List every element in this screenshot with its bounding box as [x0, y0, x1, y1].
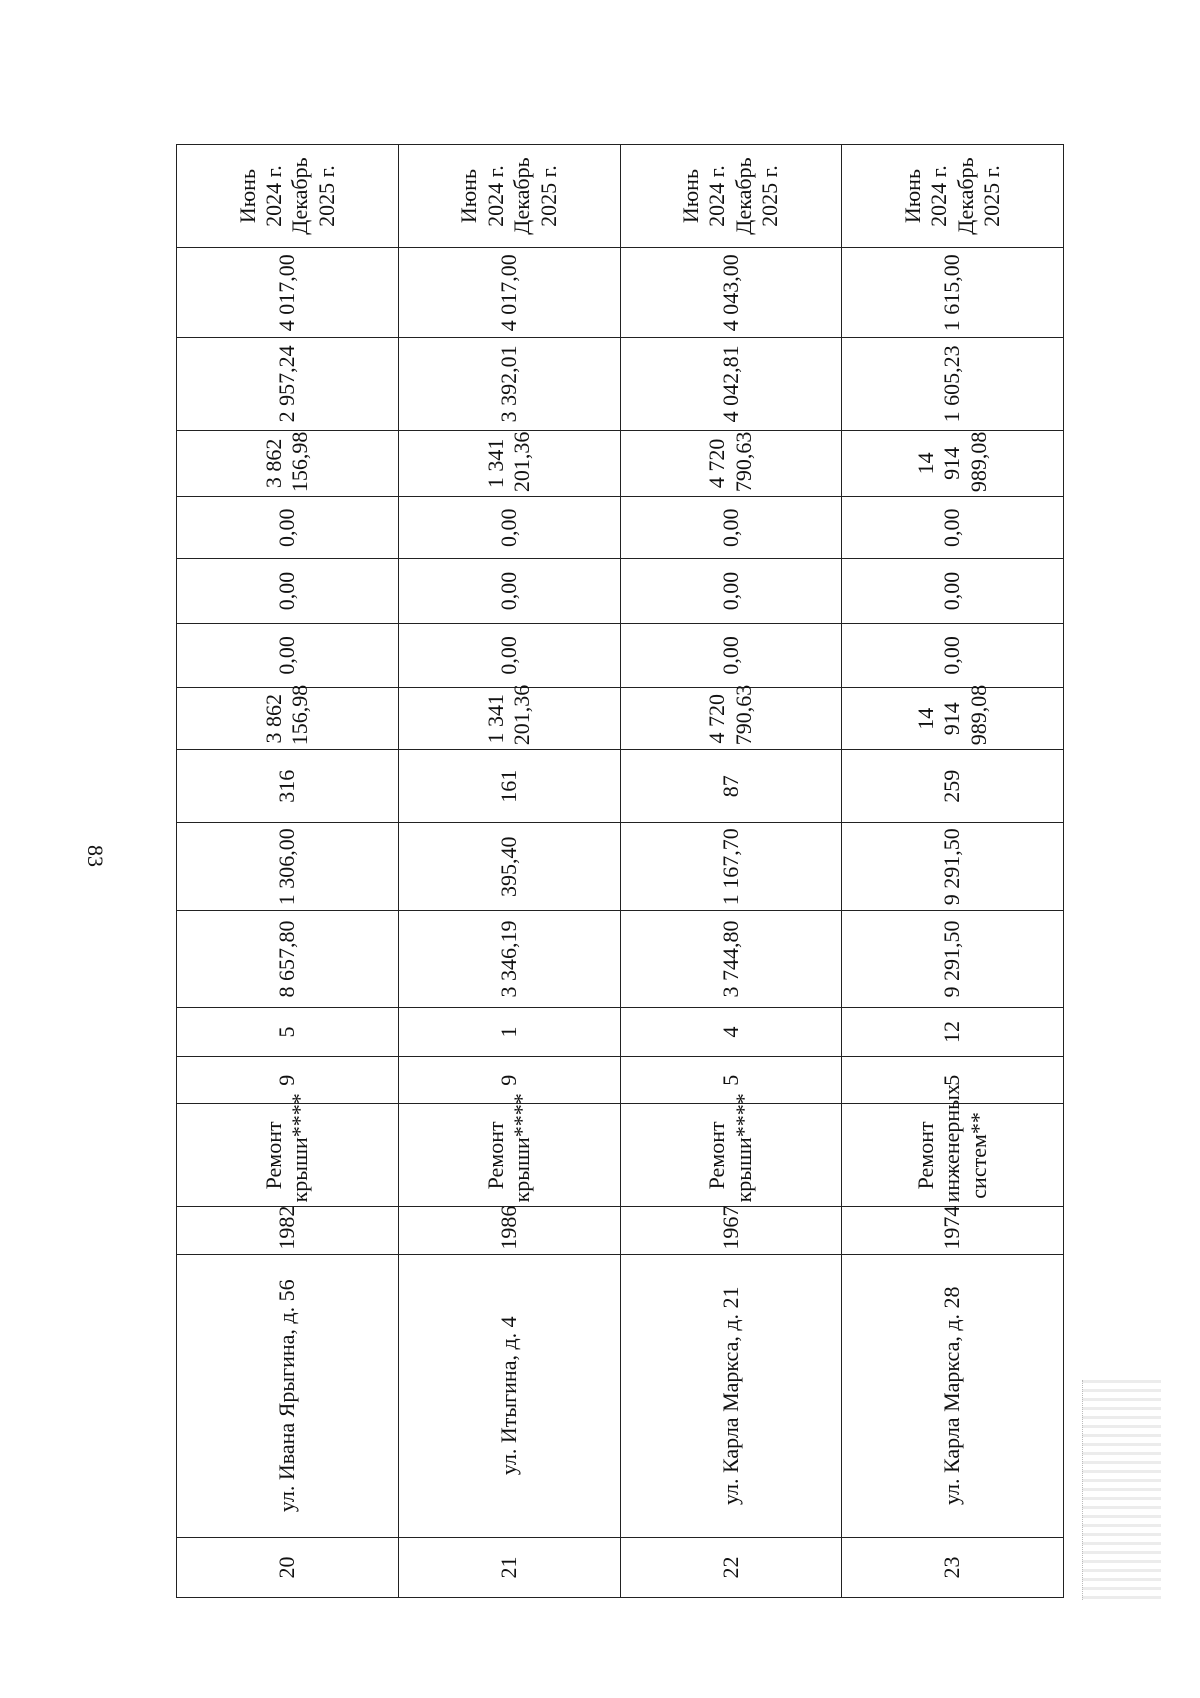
cell-c1: 5	[620, 1057, 842, 1104]
cell-c3: 3 744,80	[620, 911, 842, 1008]
cell-c8: 0,00	[842, 559, 1064, 623]
cell-c7: 0,00	[398, 623, 620, 687]
cell-c9: 0,00	[177, 497, 399, 559]
cell-year: 1974	[842, 1207, 1064, 1254]
cell-c5: 161	[398, 750, 620, 823]
cell-address: ул. Карла Маркса, д. 28	[842, 1254, 1064, 1537]
cell-c5: 316	[177, 750, 399, 823]
table-row	[177, 145, 399, 1598]
rotated-table-container	[176, 144, 1064, 1598]
cell-num: 22	[620, 1537, 842, 1597]
cell-c11: 4 042,81	[620, 338, 842, 430]
cell-c6: 4 720 790,63	[620, 688, 842, 750]
cell-c12: 4 017,00	[398, 248, 620, 338]
cell-c6: 14 914 989,08	[842, 688, 1064, 750]
cell-c9: 0,00	[620, 497, 842, 559]
cell-c10: 14 914 989,08	[842, 430, 1064, 497]
cell-c2: 1	[398, 1007, 620, 1056]
cell-c2: 4	[620, 1007, 842, 1056]
cell-c4: 9 291,50	[842, 823, 1064, 911]
cell-c4: 1 306,00	[177, 823, 399, 911]
cell-c3: 8 657,80	[177, 911, 399, 1008]
cell-c5: 87	[620, 750, 842, 823]
cell-c3: 9 291,50	[842, 911, 1064, 1008]
cell-c8: 0,00	[177, 559, 399, 623]
cell-c11: 1 605,23	[842, 338, 1064, 430]
cell-num: 21	[398, 1537, 620, 1597]
cell-c7: 0,00	[620, 623, 842, 687]
cell-address: ул. Ивана Ярыгина, д. 56	[177, 1254, 399, 1537]
scan-artifact	[1082, 1380, 1161, 1600]
cell-c1: 9	[398, 1057, 620, 1104]
cell-c5: 259	[842, 750, 1064, 823]
cell-c9: 0,00	[398, 497, 620, 559]
table-body	[177, 145, 1064, 1598]
cell-c6: 3 862 156,98	[177, 688, 399, 750]
cell-num: 23	[842, 1537, 1064, 1597]
cell-work: Ремонт крыши****	[620, 1104, 842, 1207]
cell-c11: 2 957,24	[177, 338, 399, 430]
cell-c4: 395,40	[398, 823, 620, 911]
cell-year: 1986	[398, 1207, 620, 1254]
cell-address: ул. Итыгина, д. 4	[398, 1254, 620, 1537]
cell-c2: 5	[177, 1007, 399, 1056]
repair-schedule-table	[176, 144, 1064, 1598]
cell-period: Июнь 2024 г. Декабрь 2025 г.	[842, 145, 1064, 248]
table-row	[620, 145, 842, 1598]
cell-c1: 9	[177, 1057, 399, 1104]
cell-c1: 5	[842, 1057, 1064, 1104]
cell-work: Ремонт крыши****	[177, 1104, 399, 1207]
cell-c3: 3 346,19	[398, 911, 620, 1008]
cell-c11: 3 392,01	[398, 338, 620, 430]
cell-year: 1982	[177, 1207, 399, 1254]
cell-work: Ремонт крыши****	[398, 1104, 620, 1207]
cell-c12: 1 615,00	[842, 248, 1064, 338]
cell-period: Июнь 2024 г. Декабрь 2025 г.	[620, 145, 842, 248]
cell-c10: 1 341 201,36	[398, 430, 620, 497]
table-row	[842, 145, 1064, 1598]
cell-c12: 4 043,00	[620, 248, 842, 338]
page-number: 83	[83, 845, 108, 867]
cell-c12: 4 017,00	[177, 248, 399, 338]
cell-c4: 1 167,70	[620, 823, 842, 911]
cell-num: 20	[177, 1537, 399, 1597]
cell-c8: 0,00	[620, 559, 842, 623]
cell-c10: 4 720 790,63	[620, 430, 842, 497]
cell-c7: 0,00	[177, 623, 399, 687]
cell-c2: 12	[842, 1007, 1064, 1056]
cell-work: Ремонт инженерных систем**	[842, 1104, 1064, 1207]
cell-period: Июнь 2024 г. Декабрь 2025 г.	[177, 145, 399, 248]
cell-c7: 0,00	[842, 623, 1064, 687]
cell-address: ул. Карла Маркса, д. 21	[620, 1254, 842, 1537]
cell-c9: 0,00	[842, 497, 1064, 559]
cell-year: 1967	[620, 1207, 842, 1254]
cell-c6: 1 341 201,36	[398, 688, 620, 750]
cell-c8: 0,00	[398, 559, 620, 623]
cell-period: Июнь 2024 г. Декабрь 2025 г.	[398, 145, 620, 248]
table-row	[398, 145, 620, 1598]
cell-c10: 3 862 156,98	[177, 430, 399, 497]
